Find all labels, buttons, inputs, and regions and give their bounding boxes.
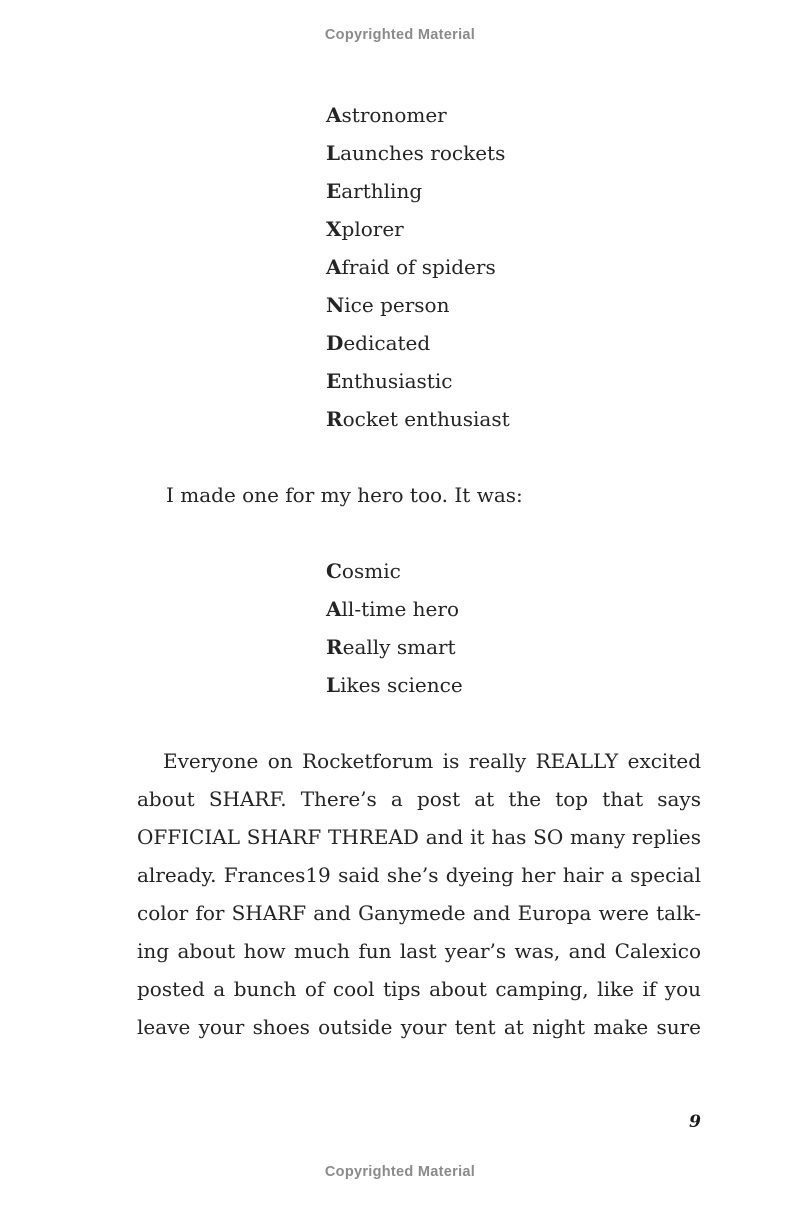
vertical-spacer	[137, 438, 701, 476]
acrostic-initial: L	[326, 141, 341, 165]
acrostic-rest: plorer	[341, 217, 404, 241]
acrostic-initial: C	[326, 559, 342, 583]
paragraph-line: Everyone on Rocketforum is really REALLY excited	[163, 749, 701, 773]
acrostic-rest: nthusiastic	[341, 369, 453, 393]
acrostic-line	[326, 210, 701, 248]
acrostic-line	[326, 134, 701, 172]
acrostic-rest: eally smart	[342, 635, 456, 659]
acrostic-initial: A	[326, 103, 342, 127]
paragraph-line: color for SHARF and Ganymede and Europa were talk-	[137, 901, 701, 925]
acrostic-line	[326, 666, 701, 704]
paragraph-line: OFFICIAL SHARF THREAD and it has SO many replies	[137, 825, 701, 849]
copyright-notice-bottom: Copyrighted Material	[324, 1164, 476, 1180]
interlude-sentence: I made one for my hero too. It was:	[166, 483, 523, 507]
acrostic-rest: ice person	[344, 293, 450, 317]
paragraph-line: about SHARF. There’s a post at the top that says	[137, 787, 701, 811]
acrostic-rest: edicated	[343, 331, 431, 355]
acrostic-rest: stronomer	[341, 103, 447, 127]
acrostic-line	[326, 172, 701, 210]
acrostic-line	[326, 362, 701, 400]
acrostic-rest: ikes science	[340, 673, 463, 697]
copyright-notice-top: Copyrighted Material	[324, 27, 476, 43]
acrostic-line	[326, 552, 701, 590]
acrostic-rest: ll-time hero	[341, 597, 459, 621]
acrostic-rest: osmic	[341, 559, 401, 583]
acrostic-line	[326, 590, 701, 628]
acrostic-initial: L	[326, 673, 341, 697]
body-paragraph	[137, 742, 701, 1046]
acrostic-initial: X	[326, 217, 342, 241]
acrostic-rest: fraid of spiders	[341, 255, 496, 279]
acrostic-initial: A	[326, 597, 342, 621]
paragraph-line: posted a bunch of cool tips about camping, like if you	[137, 977, 701, 1001]
acrostic-initial: N	[326, 293, 345, 317]
vertical-spacer	[137, 704, 701, 742]
acrostic-line	[326, 324, 701, 362]
paragraph-line: leave your shoes outside your tent at night make sure	[137, 1015, 701, 1039]
acrostic-initial: E	[326, 369, 342, 393]
acrostic-alexander	[326, 96, 701, 438]
acrostic-initial: E	[326, 179, 342, 203]
acrostic-line	[326, 628, 701, 666]
acrostic-rest: aunches rockets	[340, 141, 506, 165]
acrostic-initial: D	[326, 331, 344, 355]
acrostic-rest: arthling	[341, 179, 423, 203]
acrostic-initial: R	[326, 635, 343, 659]
acrostic-line	[326, 96, 701, 134]
paragraph-line: ing about how much fun last year’s was, and Calexico	[137, 939, 701, 963]
paragraph-line: already. Frances19 said she’s dyeing her hair a special	[137, 863, 701, 887]
page-text-block	[137, 96, 701, 1046]
vertical-spacer	[137, 514, 701, 552]
acrostic-line	[326, 248, 701, 286]
acrostic-rest: ocket enthusiast	[342, 407, 510, 431]
acrostic-line	[326, 400, 701, 438]
acrostic-line	[326, 286, 701, 324]
page-number: 9	[689, 1112, 701, 1132]
acrostic-initial: R	[326, 407, 343, 431]
acrostic-carl	[326, 552, 701, 704]
acrostic-initial: A	[326, 255, 342, 279]
